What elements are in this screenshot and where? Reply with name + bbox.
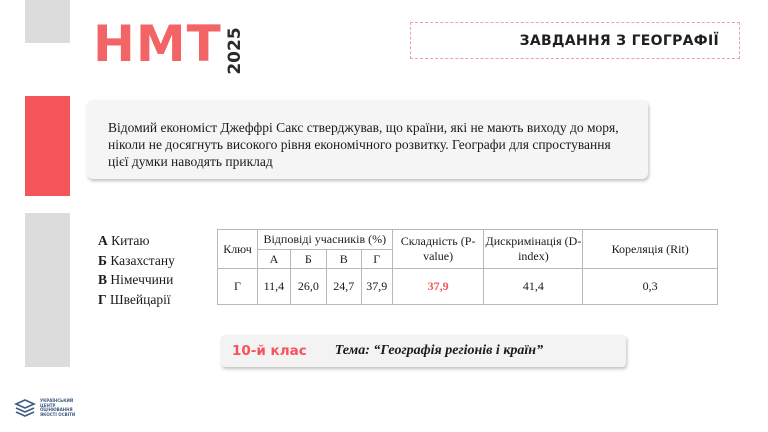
bottom-gray-bar [25, 213, 70, 367]
header-discrimination: Дискримінація (D-index) [484, 230, 583, 269]
option-v [98, 270, 175, 290]
option-letter: В [98, 272, 108, 287]
org-line: ОЦІНЮВАННЯ [40, 407, 73, 412]
header-letter-b: Б [290, 250, 326, 269]
logo-year-text: 2025 [225, 27, 245, 75]
topic-label: Тема: “Географія регіонів і країн” [334, 343, 544, 358]
topic-bar [221, 335, 626, 367]
org-name [40, 399, 75, 417]
header-responses: Відповіді учасників (%) [257, 230, 392, 250]
option-g [98, 290, 175, 310]
value-correlation: 0,3 [583, 269, 718, 305]
value-response-b: 26,0 [290, 269, 326, 305]
option-letter: Б [98, 252, 107, 268]
logo-year [222, 28, 248, 74]
value-response-g: 37,9 [361, 269, 392, 305]
value-response-a: 11,4 [257, 269, 290, 305]
org-line: ЦЕНТР [40, 402, 56, 408]
option-b [98, 251, 175, 271]
answer-options [98, 231, 175, 309]
option-letter: Г [98, 291, 107, 307]
question-card [87, 100, 648, 179]
header-letter-v: В [326, 250, 361, 269]
value-response-v: 24,7 [326, 269, 361, 305]
header-key: Ключ [218, 230, 258, 269]
stats-table [217, 229, 718, 305]
option-text: Німеччини [110, 272, 174, 287]
org-line: ЯКОСТІ ОСВІТИ [40, 411, 76, 417]
header-letter-a: А [257, 250, 290, 269]
option-text: Казахстану [110, 252, 175, 268]
value-key: Г [218, 269, 258, 305]
nmt-logo: НМТ [93, 15, 222, 73]
subject-title: ЗАВДАННЯ З ГЕОГРАФІЇ [519, 32, 719, 49]
red-accent-bar [25, 96, 70, 196]
header-correlation: Кореляція (Rit) [583, 230, 718, 269]
question-text: Відомий економіст Джеффрі Сакс стверджував, що країни, які не мають виходу до моря, ніколи не досягнуть високого рівня економічного розвитку. Географи для спростування цієї думки наводять приклад [108, 120, 619, 169]
grade-label: 10-й клас [232, 343, 307, 359]
ucoz-logo-icon [14, 398, 36, 418]
option-a [98, 231, 175, 251]
option-text: Китаю [111, 233, 150, 248]
option-text: Швейцарії [109, 291, 171, 307]
header-difficulty: Складність (P-value) [392, 230, 484, 269]
header-letter-g: Г [361, 250, 392, 269]
org-logo [14, 398, 75, 418]
value-difficulty: 37,9 [392, 269, 484, 305]
top-gray-bar [25, 0, 70, 43]
value-discrimination: 41,4 [484, 269, 583, 305]
org-line: УКРАЇНСЬКИЙ [40, 398, 74, 403]
option-letter: А [98, 233, 108, 248]
subject-title-box [410, 22, 740, 59]
